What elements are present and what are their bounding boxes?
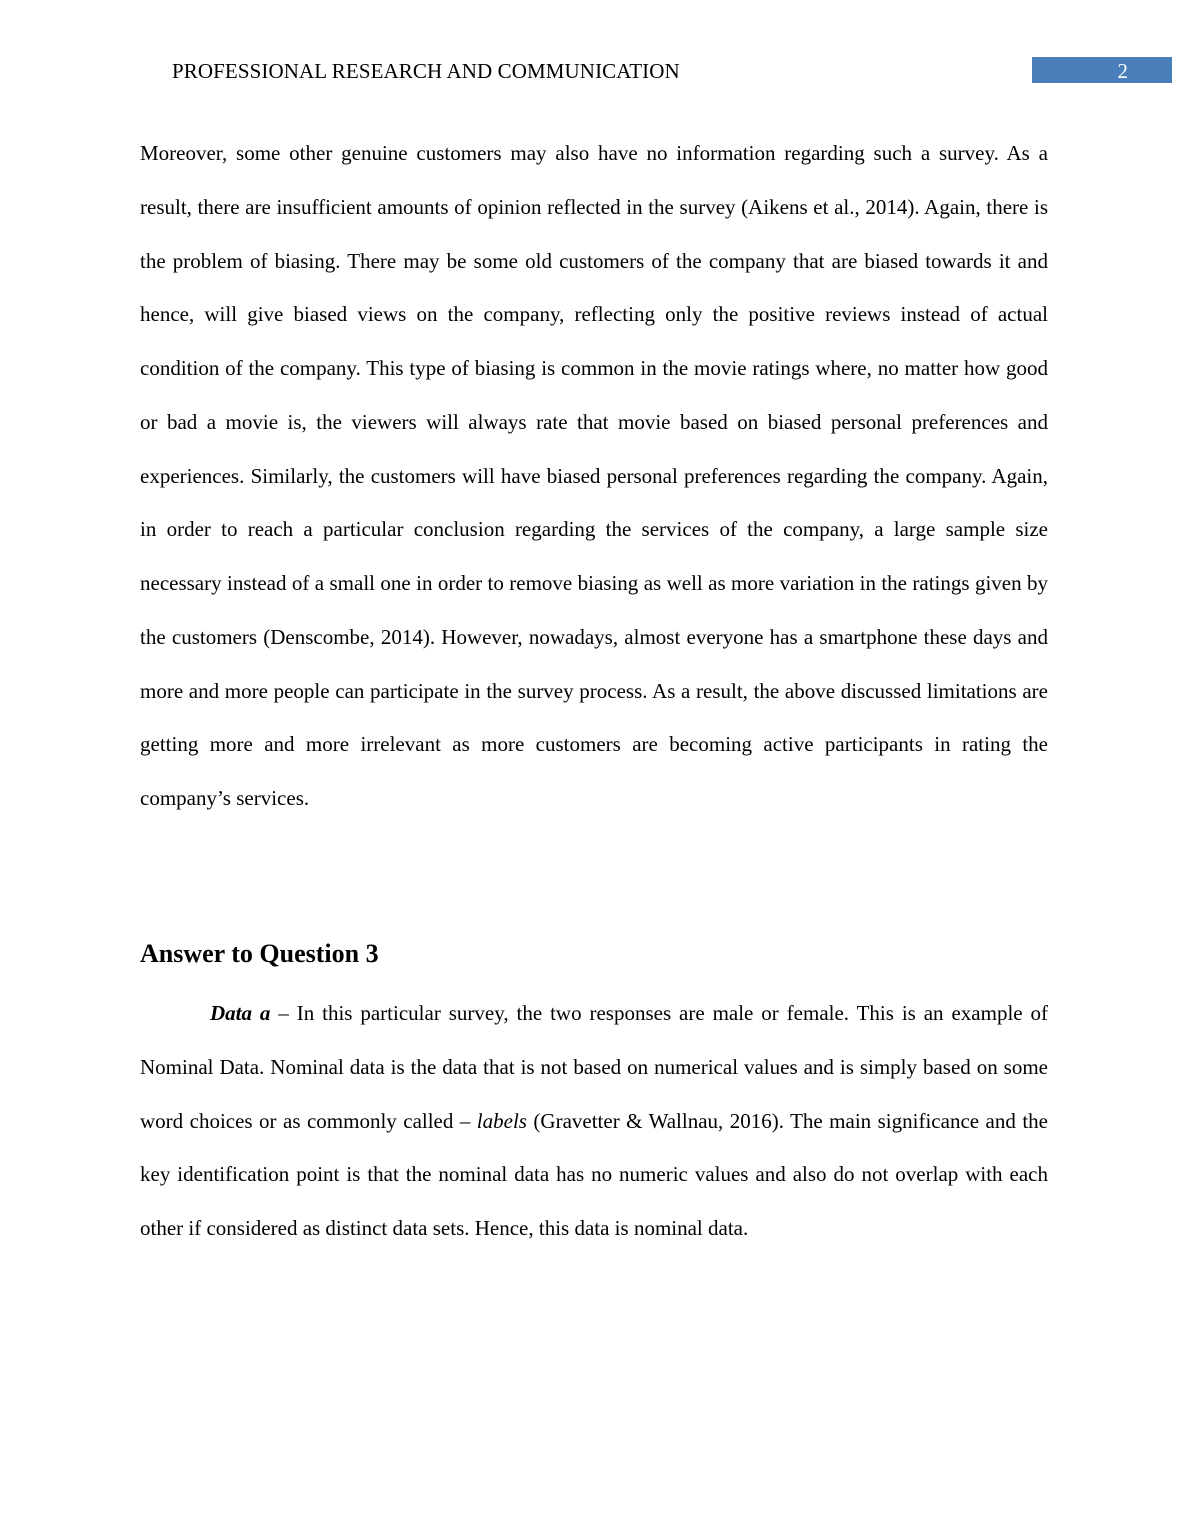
page-number: 2	[1117, 59, 1128, 83]
data-a-label: Data a	[210, 1001, 271, 1025]
paragraph-2-text-part-1: – In this particular survey, the two responses are male or female. This is an example of Nominal Data. Nominal data is the data that is not based on numerical values and is simply based on some word choices or as commonly called –	[140, 1001, 1048, 1133]
paragraph-2-text-part-2: (Gravetter & Wallnau, 2016). The main significance and the key identification point is that the nominal data has no numeric values and also do not overlap with each other if considered as distinct data sets. Hence, this data is nominal data.	[140, 1108, 1048, 1240]
running-header-title: PROFESSIONAL RESEARCH AND COMMUNICATION	[172, 59, 680, 83]
body-paragraph-1: Moreover, some other genuine customers may also have no information regarding such a survey. As a result, there are insufficient amounts of opinion reflected in the survey (Aikens et al., 2014). Again, there is the problem of biasing. There may be some old customers of the company that are biased towards it and hence, will give biased views on the company, reflecting only the positive reviews instead of actual condition of the company. This type of biasing is common in the movie ratings where, no matter how good or bad a movie is, the viewers will always rate that movie based on biased personal preferences and experiences. Similarly, the customers will have biased personal preferences regarding the company. Again, in order to reach a particular conclusion regarding the services of the company, a large sample size necessary instead of a small one in order to remove biasing as well as more variation in the ratings given by the customers (Denscombe, 2014). However, nowadays, almost everyone has a smartphone these days and more and more people can participate in the survey process. As a result, the above discussed limitations are getting more and more irrelevant as more customers are becoming active participants in rating the company’s services.	[140, 141, 1048, 810]
labels-emphasis: labels	[476, 1108, 527, 1133]
page-number-badge	[1032, 57, 1172, 83]
body-paragraph-2	[140, 987, 1048, 1256]
section-heading-question-3: Answer to Question 3	[140, 939, 379, 968]
